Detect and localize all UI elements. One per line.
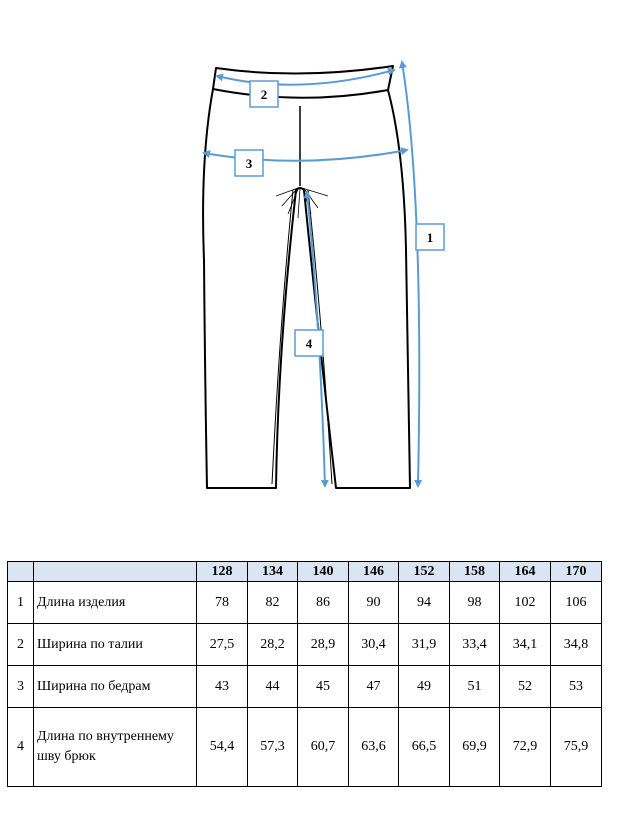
size-header: 170 xyxy=(551,562,602,582)
measurement-name: Длина изделия xyxy=(34,582,197,624)
size-header: 128 xyxy=(197,562,248,582)
table-cell: 86 xyxy=(298,582,349,624)
table-cell: 43 xyxy=(197,666,248,708)
measure-label-4 xyxy=(295,330,323,356)
table-cell: 34,1 xyxy=(500,624,551,666)
svg-text:1: 1 xyxy=(426,230,434,245)
header-blank xyxy=(34,562,197,582)
pants-outline xyxy=(203,66,410,488)
size-header: 140 xyxy=(298,562,349,582)
table-cell: 54,4 xyxy=(197,708,248,787)
table-cell: 94 xyxy=(399,582,450,624)
measurement-name: Длина по внутреннему шву брюк xyxy=(34,708,197,787)
table-cell: 75,9 xyxy=(551,708,602,787)
table-cell: 51 xyxy=(450,666,500,708)
table-cell: 33,4 xyxy=(450,624,500,666)
table-cell: 82 xyxy=(248,582,298,624)
table-row xyxy=(8,582,602,624)
svg-text:3: 3 xyxy=(245,156,253,171)
table-cell: 72,9 xyxy=(500,708,551,787)
row-number: 4 xyxy=(8,708,34,787)
table-row xyxy=(8,708,602,787)
svg-text:4: 4 xyxy=(305,336,313,351)
table-cell: 30,4 xyxy=(349,624,399,666)
table-cell: 63,6 xyxy=(349,708,399,787)
table-cell: 102 xyxy=(500,582,551,624)
row-number: 3 xyxy=(8,666,34,708)
size-header-row xyxy=(8,562,602,582)
size-header: 158 xyxy=(450,562,500,582)
table-cell: 57,3 xyxy=(248,708,298,787)
table-cell: 45 xyxy=(298,666,349,708)
table-cell: 78 xyxy=(197,582,248,624)
table-cell: 52 xyxy=(500,666,551,708)
size-header: 152 xyxy=(399,562,450,582)
table-cell: 27,5 xyxy=(197,624,248,666)
header-blank xyxy=(8,562,34,582)
row-number: 2 xyxy=(8,624,34,666)
table-cell: 49 xyxy=(399,666,450,708)
table-cell: 69,9 xyxy=(450,708,500,787)
row-number: 1 xyxy=(8,582,34,624)
size-header: 134 xyxy=(248,562,298,582)
measure-label-2 xyxy=(250,81,278,107)
svg-text:2: 2 xyxy=(260,87,268,102)
table-row xyxy=(8,624,602,666)
table-cell: 90 xyxy=(349,582,399,624)
table-cell: 60,7 xyxy=(298,708,349,787)
table-cell: 34,8 xyxy=(551,624,602,666)
table-cell: 66,5 xyxy=(399,708,450,787)
table-cell: 44 xyxy=(248,666,298,708)
table-cell: 47 xyxy=(349,666,399,708)
table-cell: 31,9 xyxy=(399,624,450,666)
measurement-name: Ширина по бедрам xyxy=(34,666,197,708)
table-cell: 28,9 xyxy=(298,624,349,666)
table-cell: 106 xyxy=(551,582,602,624)
measure-label-1 xyxy=(416,224,444,250)
measure-label-3 xyxy=(235,150,263,176)
size-chart-table xyxy=(7,561,602,787)
arrow-length xyxy=(402,62,419,486)
measurement-name: Ширина по талии xyxy=(34,624,197,666)
table-row xyxy=(8,666,602,708)
size-header: 164 xyxy=(500,562,551,582)
size-header: 146 xyxy=(349,562,399,582)
table-cell: 28,2 xyxy=(248,624,298,666)
table-cell: 53 xyxy=(551,666,602,708)
table-cell: 98 xyxy=(450,582,500,624)
